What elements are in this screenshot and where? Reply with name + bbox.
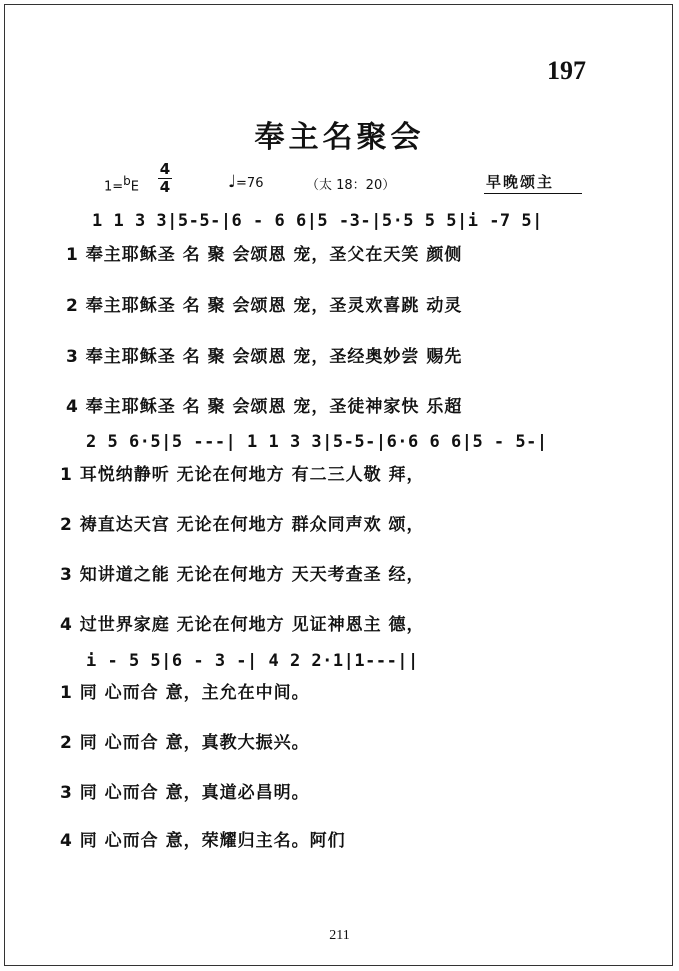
notation-line-2: 2 5 6·5|5 ---| 1 1 3 3|5-5-|6·6 6 6|5 - 5-| bbox=[86, 432, 548, 452]
hymn-title: 奉主名聚会 bbox=[254, 120, 425, 155]
page-number: 211 bbox=[329, 928, 350, 943]
verse-line: 4 同 心而合 意，荣耀归主名。阿们 bbox=[60, 831, 346, 851]
verse-line: 1 耳悦纳静听 无论在何地方 有二三人敬 拜， bbox=[60, 465, 425, 485]
verse-line: 2 同 心而合 意，真教大振兴。 bbox=[60, 733, 310, 753]
verse-line: 3 同 心而合 意，真道必昌明。 bbox=[60, 783, 310, 803]
notation-line-1: 1 1 3 3|5-5-|6 - 6 6|5 -3-|5·5 5 5|i -7 5| bbox=[92, 211, 543, 231]
verse-line: 2 奉主耶稣圣 名 聚 会颂恩 宠，圣灵欢喜跳 动灵 bbox=[66, 296, 463, 316]
scripture-reference: （太 18：20） bbox=[306, 178, 396, 193]
verse-line: 4 奉主耶稣圣 名 聚 会颂恩 宠，圣徒神家快 乐超 bbox=[66, 397, 463, 417]
quarter-note-icon: ♩ bbox=[228, 172, 237, 192]
verse-line: 1 同 心而合 意，主允在中间。 bbox=[60, 683, 310, 703]
verse-line: 1 奉主耶稣圣 名 聚 会颂恩 宠，圣父在天笑 颜侧 bbox=[66, 245, 463, 265]
author: 早晚颂主 bbox=[486, 173, 555, 191]
tempo-value: =76 bbox=[236, 176, 264, 191]
time-signature-top: 4 bbox=[159, 160, 171, 178]
key-note: E bbox=[130, 179, 140, 195]
notation-line-3: i - 5 5|6 - 3 -| 4 2 2·1|1---|| bbox=[86, 651, 419, 671]
time-signature bbox=[158, 162, 172, 195]
verse-line: 4 过世界家庭 无论在何地方 见证神恩主 德， bbox=[60, 615, 425, 635]
time-signature-bottom: 4 bbox=[159, 178, 171, 196]
author-underline bbox=[484, 193, 582, 194]
verse-line: 3 奉主耶稣圣 名 聚 会颂恩 宠，圣经奥妙尝 赐先 bbox=[66, 347, 463, 367]
verse-line: 3 知讲道之能 无论在何地方 天天考查圣 经， bbox=[60, 565, 425, 585]
hymn-number: 197 bbox=[547, 56, 586, 85]
verse-line: 2 祷直达天宫 无论在何地方 群众同声欢 颂， bbox=[60, 515, 425, 535]
key-prefix: 1= bbox=[104, 179, 124, 195]
key-signature bbox=[104, 174, 139, 194]
key-flat: b bbox=[123, 174, 131, 188]
tempo-marking bbox=[228, 172, 263, 192]
